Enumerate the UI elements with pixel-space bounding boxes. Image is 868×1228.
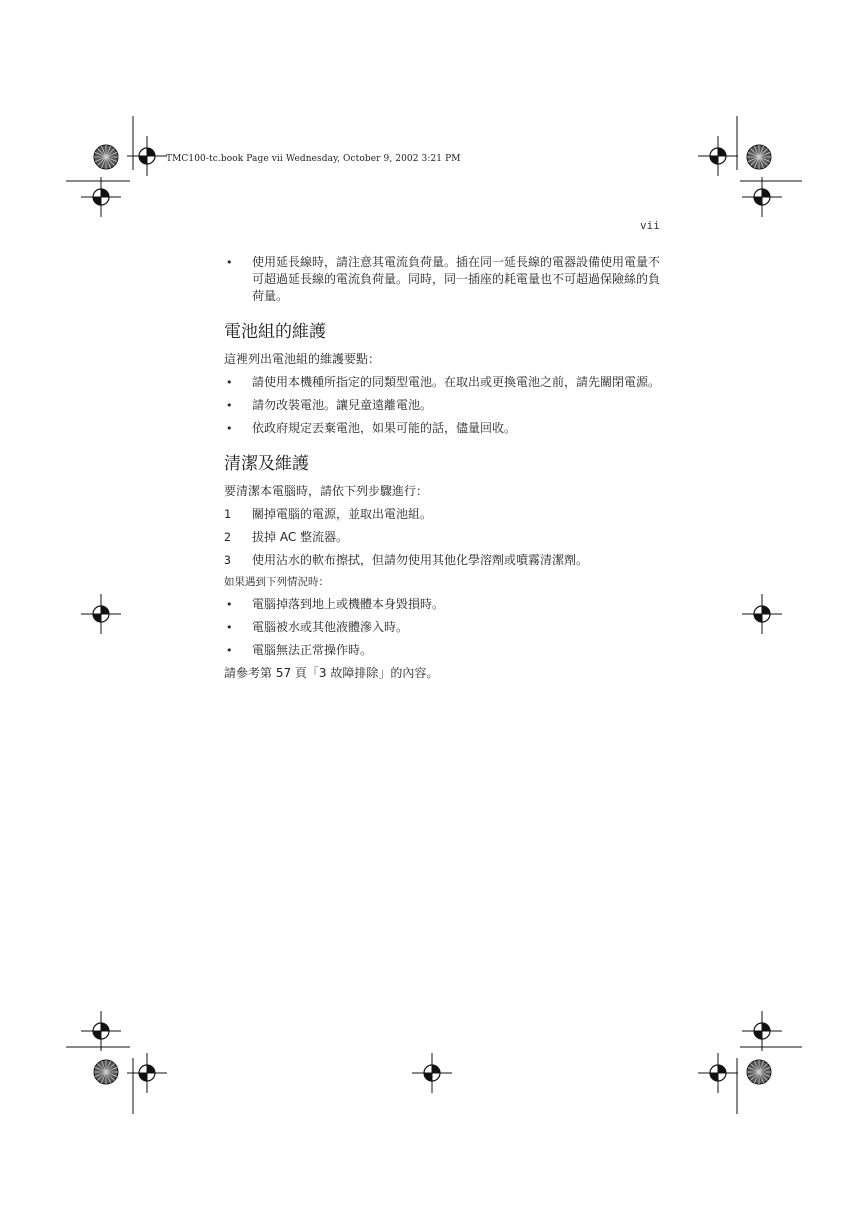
list-item-text: 請勿改裝電池。讓兒童遠離電池。 bbox=[252, 398, 433, 412]
battery-intro: 這裡列出電池組的維護要點： bbox=[224, 352, 381, 366]
reference-text: 請參考第 57 頁「3 故障排除」的內容。 bbox=[224, 666, 439, 680]
list-item bbox=[224, 374, 664, 391]
battery-section-title: 電池組的維護 bbox=[224, 322, 326, 342]
page-content bbox=[224, 254, 664, 688]
step-text: 關掉電腦的電源，並取出電池組。 bbox=[252, 507, 433, 521]
cleaning-section-title: 清潔及維護 bbox=[224, 454, 309, 474]
bullet-marker: • bbox=[226, 644, 233, 657]
list-item-text: 依政府規定丟棄電池，如果可能的話，儘量回收。 bbox=[252, 421, 517, 435]
crosshair-right-middle bbox=[742, 594, 782, 634]
step-number: 3 bbox=[224, 553, 231, 567]
bullet-marker: • bbox=[226, 376, 233, 389]
step-item bbox=[224, 506, 664, 523]
step-number: 1 bbox=[224, 507, 231, 521]
step-item bbox=[224, 552, 664, 569]
crosshair-left-middle bbox=[81, 594, 121, 634]
step-text: 拔掉 AC 整流器。 bbox=[252, 530, 349, 544]
crosshair-top-right bbox=[698, 136, 738, 176]
bullet-marker: • bbox=[226, 399, 233, 412]
bullet-marker: • bbox=[226, 256, 233, 269]
bullet-marker: • bbox=[226, 598, 233, 611]
step-number: 2 bbox=[224, 530, 231, 544]
list-item bbox=[224, 420, 664, 437]
cleaning-intro: 要清潔本電腦時，請依下列步驟進行： bbox=[224, 484, 429, 498]
intro-text: 使用延長線時，請注意其電流負荷量。插在同一延長線的電器設備使用電量不可超過延長線的電流負荷量。同時，同一插座的耗電量也不可超過保險絲的負荷量。 bbox=[252, 255, 661, 303]
crosshair-bottom-center bbox=[412, 1053, 452, 1093]
list-item bbox=[224, 397, 664, 414]
list-item bbox=[224, 596, 664, 613]
color-rosette-top-left bbox=[94, 145, 118, 169]
step-item bbox=[224, 529, 664, 546]
page-number: vii bbox=[640, 219, 660, 232]
crosshair-left-lower bbox=[81, 1011, 121, 1051]
intro-bullet-item bbox=[224, 254, 664, 305]
cleaning-note: 如果遇到下列情況時： bbox=[224, 576, 329, 588]
print-slug: TMC100-tc.book Page vii Wednesday, October 9, 2002 3:21 PM bbox=[166, 154, 461, 164]
list-item-text: 電腦掉落到地上或機體本身毀損時。 bbox=[252, 597, 445, 611]
color-rosette-top-right bbox=[747, 145, 771, 169]
step-text: 使用沾水的軟布擦拭，但請勿使用其他化學溶劑或噴霧清潔劑。 bbox=[252, 553, 589, 567]
crosshair-bottom-right bbox=[698, 1053, 738, 1093]
bullet-marker: • bbox=[226, 422, 233, 435]
list-item bbox=[224, 619, 664, 636]
crosshair-left-upper bbox=[81, 177, 121, 217]
crosshair-right-upper bbox=[742, 177, 782, 217]
color-rosette-bottom-right bbox=[747, 1060, 771, 1084]
list-item-text: 電腦無法正常操作時。 bbox=[252, 643, 373, 657]
list-item bbox=[224, 642, 664, 659]
list-item-text: 請使用本機種所指定的同類型電池。在取出或更換電池之前，請先關閉電源。 bbox=[252, 375, 661, 389]
color-rosette-bottom-left bbox=[94, 1060, 118, 1084]
crosshair-right-lower bbox=[742, 1011, 782, 1051]
bullet-marker: • bbox=[226, 621, 233, 634]
list-item-text: 電腦被水或其他液體滲入時。 bbox=[252, 620, 409, 634]
